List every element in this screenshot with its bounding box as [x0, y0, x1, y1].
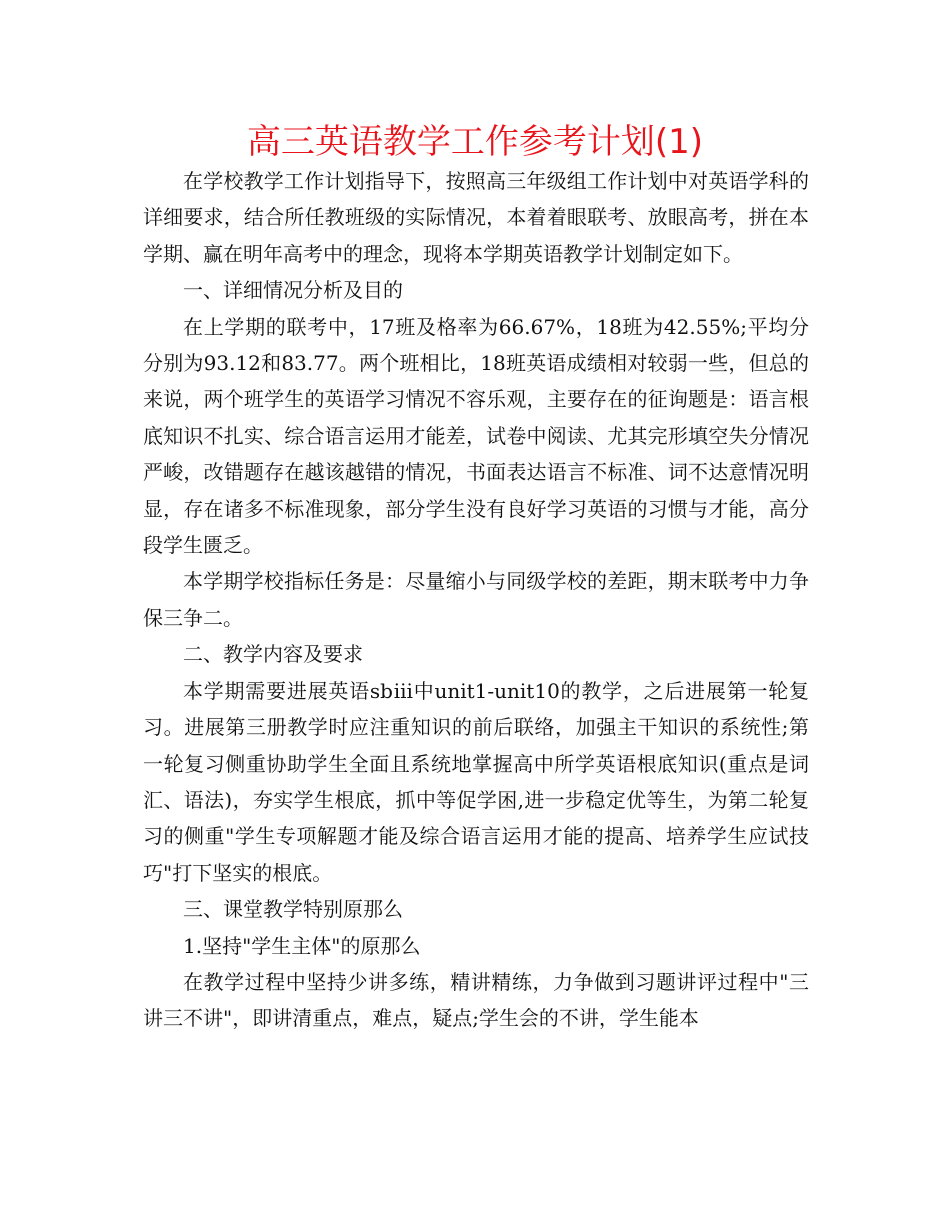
section-heading-2: 二、教学内容及要求	[183, 642, 363, 667]
intro-paragraph: 在学校教学工作计划指导下，按照高三年级组工作计划中对英语学科的详细要求，结合所任教班级的实际情况，本着着眼联考、放眼高考，拼在本学期、赢在明年高考中的理念，现将本学期英语教学计划制定如下。	[143, 169, 809, 266]
section-heading-1: 一、详细情况分析及目的	[183, 278, 403, 303]
document-body	[143, 163, 809, 1037]
analysis-paragraph: 在上学期的联考中，17班及格率为66.67%，18班为42.55%;平均分分别为93.12和83.77。两个班相比，18班英语成绩相对较弱一些，但总的来说，两个班学生的英语学习情况不容乐观，主要存在的征询题是：语言根底知识不扎实、综合语言运用才能差，试卷中阅读、尤其完形填空失分情况严峻，改错题存在越该越错的情况，书面表达语言不标准、词不达意情况明显，存在诸多不标准现象，部分学生没有良好学习英语的习惯与才能，高分段学生匮乏。	[143, 314, 809, 558]
target-paragraph: 本学期学校指标任务是：尽量缩小与同级学校的差距，期末联考中力争保三争二。	[143, 569, 809, 630]
section-heading-3: 三、课堂教学特别原那么	[183, 897, 403, 922]
content-paragraph: 本学期需要进展英语sbⅲ中unit1-unit10的教学，之后进展第一轮复习。进展第三册教学时应注重知识的前后联络，加强主干知识的系统性;第一轮复习侧重协助学生全面且系统地掌握高中所学英语根底知识(重点是词汇、语法)，夯实学生根底，抓中等促学困,进一步稳定优等生，为第二轮复习的侧重"学生专项解题才能及综合语言运用才能的提高、培养学生应试技巧"打下坚实的根底。	[143, 678, 809, 885]
document-title: 高三英语教学工作参考计划(1)	[246, 122, 704, 162]
principle-paragraph: 在教学过程中坚持少讲多练，精讲精练，力争做到习题讲评过程中"三讲三不讲"，即讲清重点，难点，疑点;学生会的不讲，学生能本	[143, 969, 809, 1031]
subsection-heading-1: 1.坚持"学生主体"的原那么	[183, 933, 421, 958]
